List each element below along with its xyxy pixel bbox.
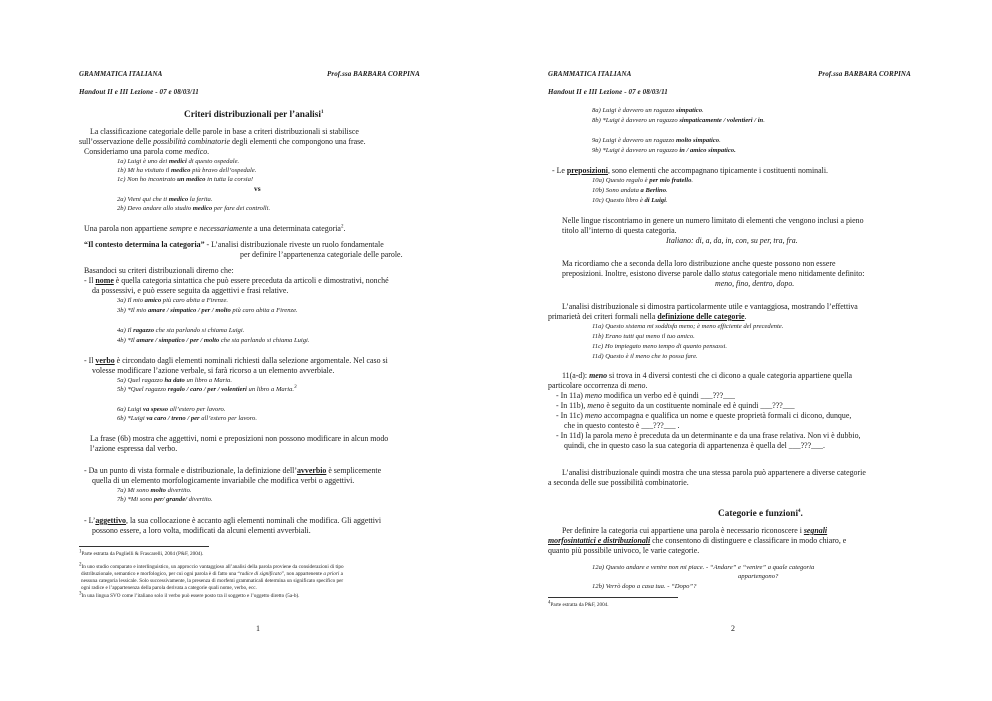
paragraph: Basandoci su criteri distribuzionali diremo che: <box>84 266 234 275</box>
example: 11b) Erano tutti qui meno il tuo amico. <box>592 333 695 340</box>
paragraph: Per definire la categoria cui appartiene una parola è necessario riconoscere i segnali <box>562 526 828 535</box>
paragraph: 11(a-d): meno si trova in 4 diversi contesti che ci dicono a quale categoria appartiene quella <box>562 371 853 380</box>
paragraph: - In 11c) meno accompagna e qualifica un nome e queste proprietà formali ci dicono, dunque, <box>556 411 852 420</box>
example: 3a) Il mio amico più caro abita a Firenze. <box>117 297 229 304</box>
example: 1b) Mi ha visitato il medico più bravo dell’ospedale. <box>117 167 257 174</box>
example: 1a) Luigi è uno dei medici di questo ospedale. <box>117 158 240 165</box>
example: 7a) Mi sono molto divertito. <box>117 487 192 494</box>
paragraph: particolare occorrenza di meno. <box>548 381 648 390</box>
header-left: GRAMMATICA ITALIANA <box>548 70 632 78</box>
example: 6a) Luigi va spesso all’estero per lavoro. <box>117 406 226 413</box>
footnote: nessuna categoria lessicale. Solo successivamente, la presenza di morfemi grammaticali determina un significato specifico per <box>81 578 344 584</box>
paragraph: volesse modificare l’azione verbale, si farà ricorso a un elemento avverbiale. <box>92 366 335 375</box>
paragraph: Italiano: di, a, da, in, con, su per, tra, fra. <box>666 236 798 245</box>
paragraph: Ma ricordiamo che a seconda della loro distribuzione anche queste possono non essere <box>562 259 836 268</box>
paragraph: primarietà dei criteri formali nella definizione delle categorie. <box>548 312 747 321</box>
paragraph: quella di un elemento morfologicamente invariabile che modifica verbi o aggettivi. <box>92 476 355 485</box>
header-right: Prof.ssa BARBARA CORPINA <box>327 70 420 78</box>
paragraph: - Il nome è quella categoria sintattica che può essere preceduta da articoli e dimostrativi, nonché <box>84 276 389 285</box>
paragraph: per definire l’appartenenza categoriale delle parole. <box>240 250 403 259</box>
paragraph: Una parola non appartiene sempre e necessariamente a una determinata categoria$^2$. <box>84 224 346 233</box>
example: 4b) *Il amare / simpatico / per / molto che sta parlando si chiama Luigi. <box>117 337 310 344</box>
example: 5a) Quel ragazzo ha dato un libro a Maria. <box>117 377 232 384</box>
example: 10a) Questo regalo è per mio fratello. <box>592 177 694 184</box>
example: 11c) Ho impiegato meno tempo di quanto pensassi. <box>592 343 728 350</box>
paragraph: L’analisi distribuzionale si dimostra particolarmente utile e vantaggiosa, mostrando l’effettiva <box>562 302 858 311</box>
paragraph: - In 11d) la parola meno è preceduta da un determinante e da una frase relativa. Non vi è dubbio, <box>556 431 861 440</box>
page-number: 2 <box>731 624 735 633</box>
footnote: $^4$Parte estratta da P&F, 2004. <box>548 600 609 608</box>
example: 5b) *Quel ragazzo regalo / caro / per / volentieri un libro a Maria.$^3$ <box>117 384 297 393</box>
example: 2a) Vieni qui che ti medico la ferita. <box>117 196 213 203</box>
example: 8b) *Luigi è davvero un ragazzo simpaticamente / volentieri / in. <box>592 117 765 124</box>
example: 8a) Luigi è davvero un ragazzo simpatico. <box>592 107 704 114</box>
paragraph: L’analisi distribuzionale quindi mostra che una stessa parola può appartenere a diverse categorie <box>562 468 866 477</box>
header-sub: Handout II e III Lezione - 07 e 08/03/11 <box>548 88 668 96</box>
example: 9a) Luigi è davvero un ragazzo molto simpatico. <box>592 137 721 144</box>
paragraph: preposizioni. Inoltre, esistono diverse parole dallo status categoriale meno nitidamente definito: <box>562 269 865 278</box>
paragraph: sull’osservazione delle possibilità combinatorie degli elementi che compongono una frase. <box>79 137 366 146</box>
example: 11d) Questo è il meno che io possa fare. <box>592 353 698 360</box>
example: 1c) Non ho incontrato un medico in tutta la corsia! <box>117 176 254 183</box>
paragraph: - In 11b), meno è seguito da un costituente nominale ed è quindi ___???___ <box>556 401 795 410</box>
header-sub: Handout II e III Lezione - 07 e 08/03/11 <box>79 88 199 96</box>
example: 6b) *Luigi va caro / treno / per all’estero per lavoro. <box>117 415 257 422</box>
paragraph: quanto più possibile univoco, le varie categorie. <box>548 546 700 555</box>
footnote: $^3$In una lingua SVO come l’italiano solo il verbo può essere posto tra il soggetto e l’oggetto diretto (5a-b). <box>79 591 300 599</box>
example: 12b) Verrò dopo a casa tua. - “Dopo”? <box>592 583 697 590</box>
example: 3b) *Il mio amare / simpatico / per / molto più caro abita a Firenze. <box>117 307 298 314</box>
example: 2b) Devo andare allo studio medico per fare dei controlli. <box>117 205 271 212</box>
page-number: 1 <box>256 624 260 633</box>
header-right: Prof.ssa BARBARA CORPINA <box>818 70 911 78</box>
paragraph: La classificazione categoriale delle parole in base a criteri distribuzionali si stabilisce <box>90 127 359 136</box>
page-2 <box>496 0 992 701</box>
vs-label: vs <box>254 184 261 193</box>
paragraph: l’azione espressa dal verbo. <box>90 444 178 453</box>
paragraph: “Il contesto determina la categoria” - L’analisi distribuzionale riveste un ruolo fondamentale <box>84 240 384 249</box>
paragraph: quindi, che in questo caso la sua categoria di appartenenza è quella del ___???___. <box>564 441 825 450</box>
paragraph: - L’aggettivo, la sua collocazione è accanto agli elementi nominali che modifica. Gli aggettivi <box>84 516 382 525</box>
footnote: ogni radice e l’appartenenza della parola derivata a categorie quali nome, verbo, ecc. <box>81 585 257 591</box>
paragraph: possono essere, a loro volta, modificati da alcuni elementi avverbiali. <box>92 526 311 535</box>
paragraph: - Il verbo è circondato dagli elementi nominali richiesti dalla selezione argomentale. Nel caso si <box>84 356 388 365</box>
section-title: Categorie e funzioni$^4$. <box>718 508 803 519</box>
example: 9b) *Luigi è davvero un ragazzo in / amico simpatico. <box>592 147 736 154</box>
paragraph: da possessivi, e può essere seguita da aggettivi e frasi relative. <box>92 286 289 295</box>
paragraph: - In 11a) meno modifica un verbo ed è quindi ___???___ <box>556 391 735 400</box>
paragraph: morfosintattici e distribuzionali che consentono di distinguere e classificare in modo chiaro, e <box>548 536 847 545</box>
paragraph: a seconda delle sue possibilità combinatorie. <box>548 478 689 487</box>
paragraph: Consideriamo una parola come medico. <box>84 147 210 156</box>
footnote-rule <box>79 546 209 547</box>
paragraph: La frase (6b) mostra che aggettivi, nomi e preposizioni non possono modificare in alcun modo <box>90 434 389 443</box>
example: 10c) Questo libro è di Luigi. <box>592 197 668 204</box>
paragraph: - Da un punto di vista formale e distribuzionale, la definizione dell’avverbio è semplicemente <box>84 466 382 475</box>
example: 7b) *Mi sono per/ grande/ divertito. <box>117 496 213 503</box>
footnote: $^2$In uno studio comparato e interlinguistico, un approccio vantaggioso all’analisi della parola proviene da considerazioni di tipo <box>79 562 344 570</box>
example: appartengono? <box>738 573 779 580</box>
header-left: GRAMMATICA ITALIANA <box>79 70 163 78</box>
paragraph: Nelle lingue riscontriamo in genere un numero limitato di elementi che vengono inclusi a pieno <box>562 216 864 225</box>
example: 11a) Questo sistema mi soddisfa meno; è meno efficiente del precedente. <box>592 323 784 330</box>
paragraph: meno, fino, dentro, dopo. <box>715 279 795 288</box>
example: 10b) Sono andata a Berlino. <box>592 187 668 194</box>
footnote: distribuzionale, semantico e morfologico, per cui ogni parola è di fatto una “radice di significato”, non appartenente a priori a <box>81 571 343 577</box>
paragraph: - Le preposizioni, sono elementi che accompagnano tipicamente i costituenti nominali. <box>552 166 828 175</box>
example: 4a) Il ragazzo che sta parlando si chiama Luigi. <box>117 327 245 334</box>
footnote: $^1$Parte estratta da Puglielli & Frascarelli, 2004 (P&F, 2004). <box>79 549 204 557</box>
page-title: Criteri distribuzionali per l’analisi$^1$ <box>184 109 324 120</box>
footnote-rule <box>548 597 678 598</box>
paragraph: titolo all’interno di questa categoria. <box>562 226 677 235</box>
example: 12a) Questo andare e venire non mi piace. - “Andare” e “venire” a quale categoria <box>592 564 815 571</box>
paragraph: che in questo contesto è ___???___ . <box>564 421 680 430</box>
